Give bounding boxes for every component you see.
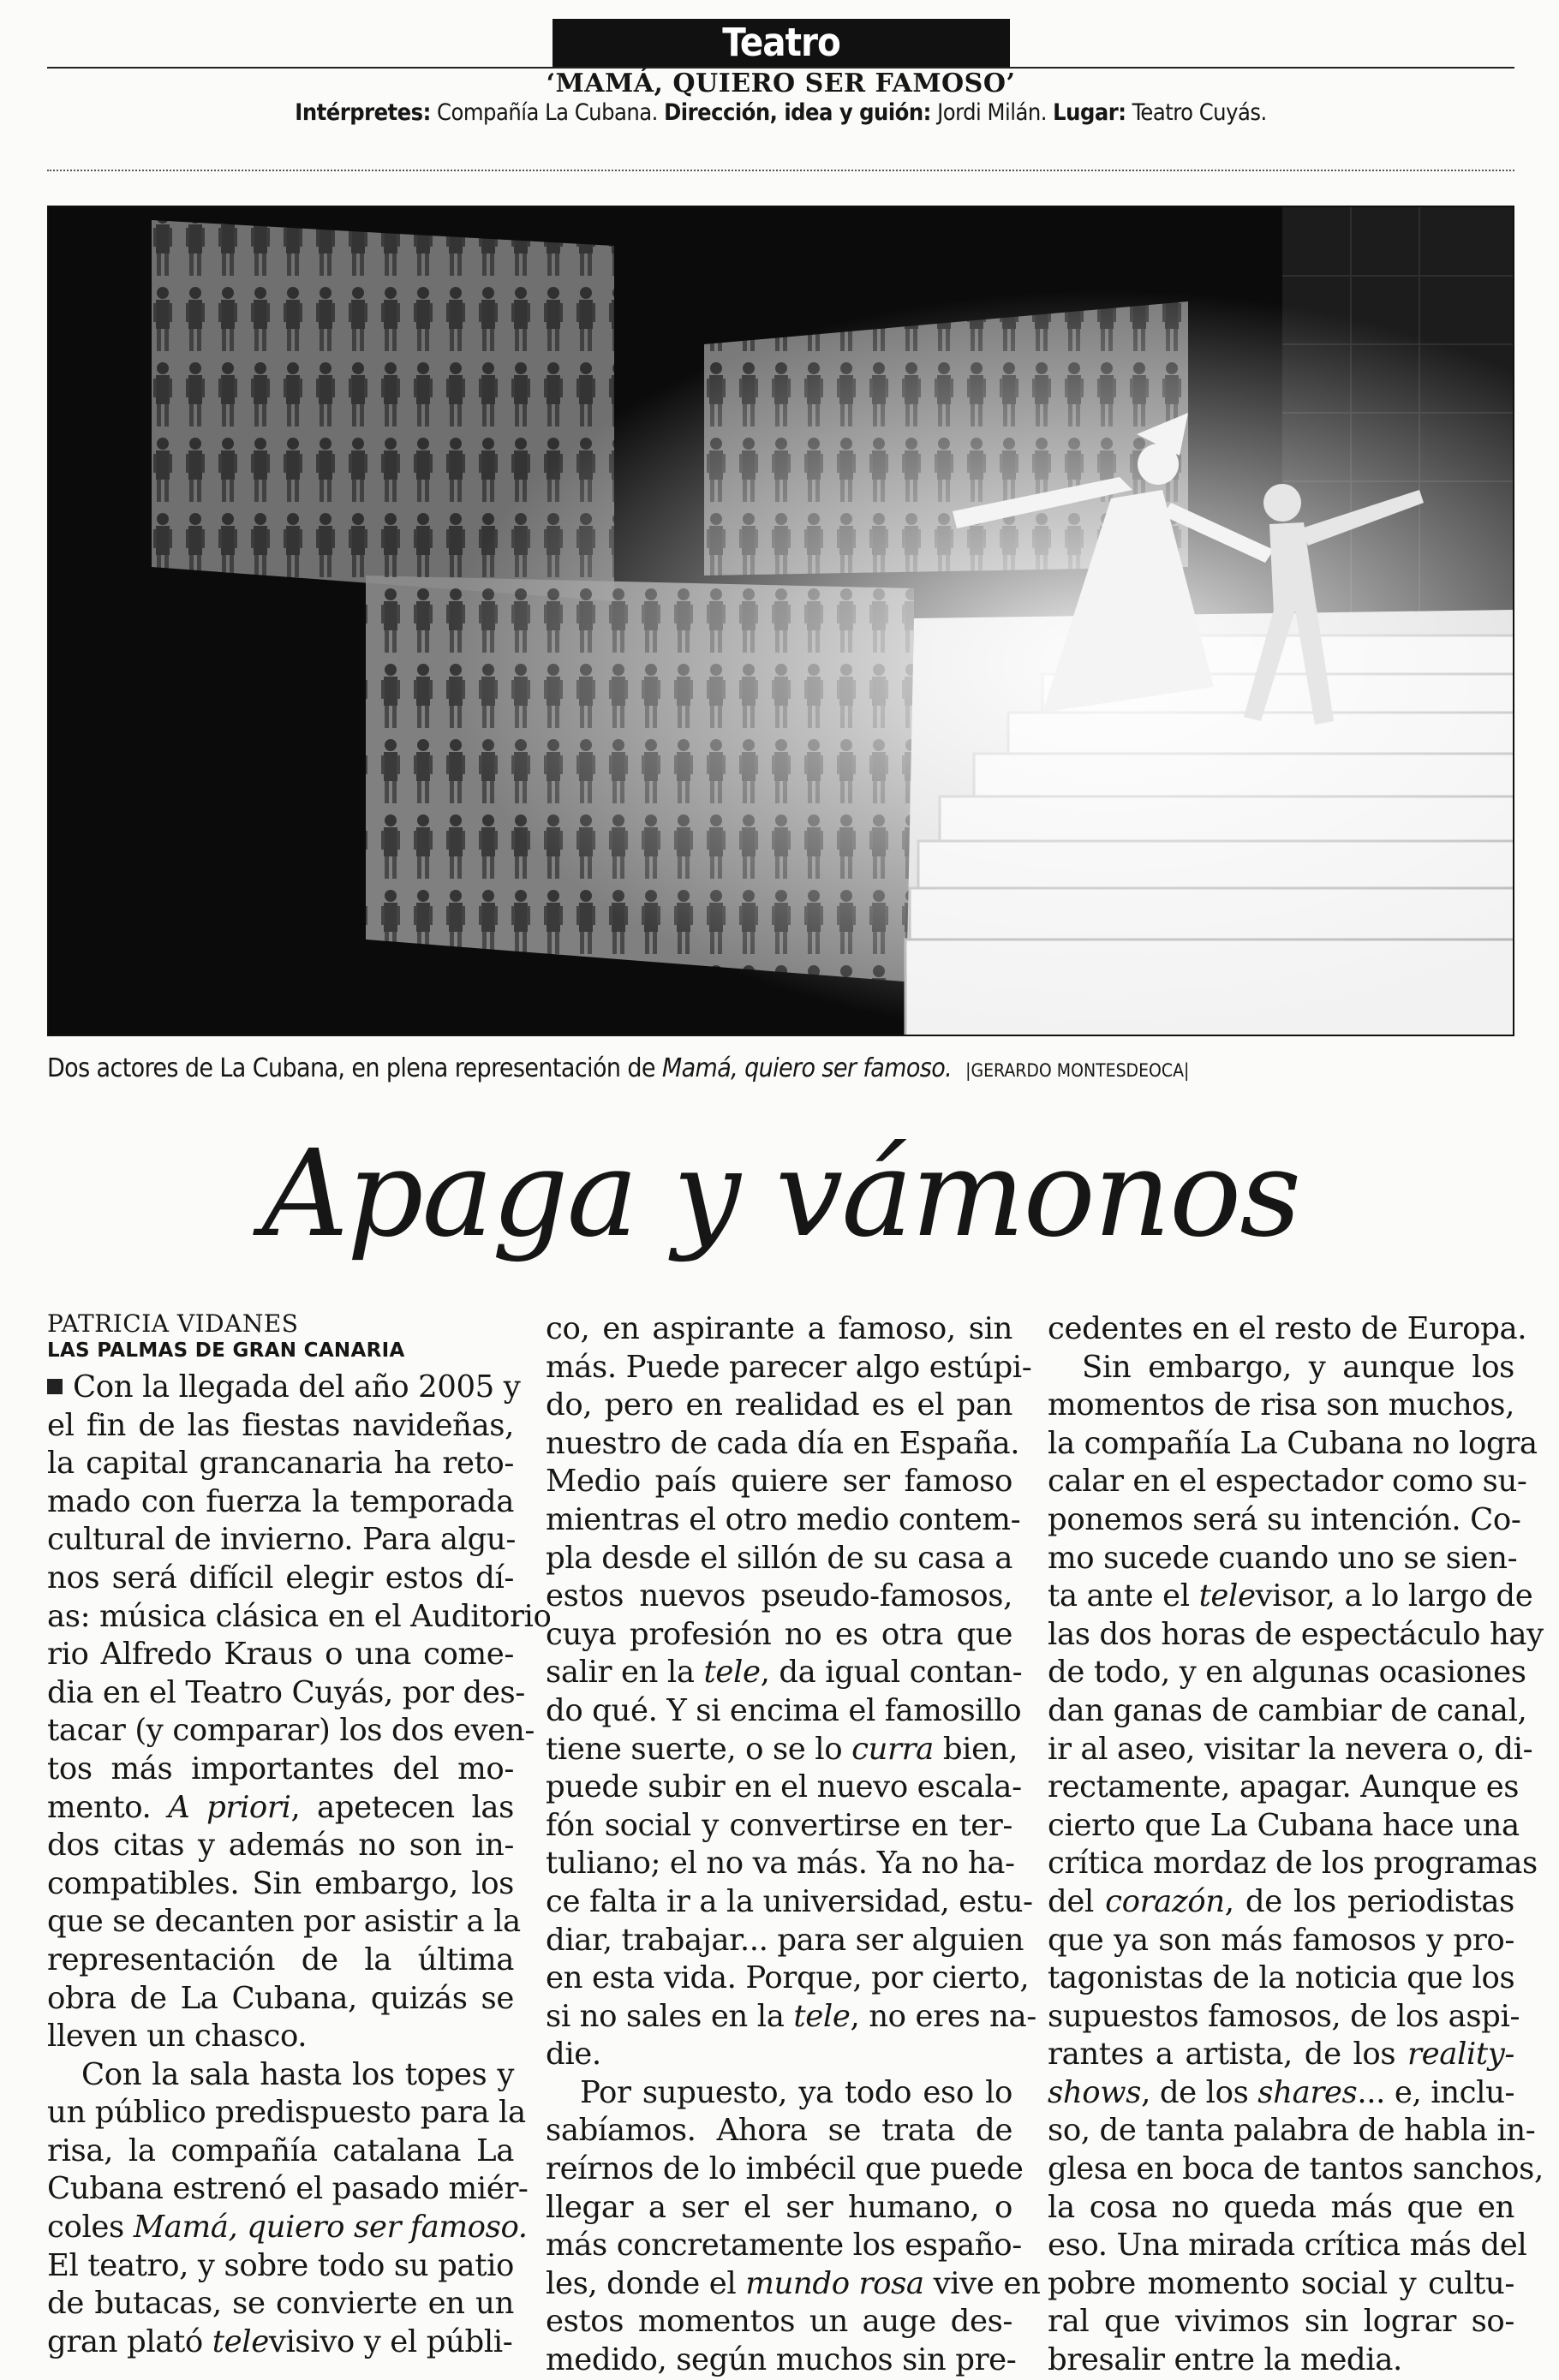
article-line: coles Mamá, quiero ser famoso.: [47, 2210, 528, 2246]
credit-label-lugar: Lugar:: [1053, 99, 1126, 126]
article-line: shows, de los shares... e, inclu-: [1048, 2074, 1515, 2110]
article-line: tuliano; el no va más. Ya no ha-: [546, 1846, 1015, 1882]
article-line: obra de La Cubana, quizás se: [47, 1980, 514, 2016]
article-line: El teatro, y sobre todo su patio: [47, 2247, 514, 2283]
stage-photo: [47, 206, 1514, 1036]
paragraph-2: [47, 2056, 529, 2362]
article-line: la capital grancanaria ha reto-: [47, 1446, 514, 1482]
section-tag: Teatro: [553, 19, 1010, 67]
photo-credit: |GERARDO MONTESDEOCA|: [965, 1060, 1190, 1081]
article-line: puede subir en el nuevo escala-: [546, 1769, 1022, 1805]
credit-value-lugar: Teatro Cuyás.: [1132, 99, 1267, 126]
article-line: ta ante el televisor, a lo largo de: [1048, 1578, 1533, 1614]
article-line: lleven un chasco.: [47, 2019, 308, 2055]
play-credits: [47, 99, 1514, 126]
article-line: Con la llegada del año 2005 y: [47, 1369, 514, 1407]
article-line: Sin embargo, y aunque los: [1082, 1349, 1514, 1385]
article-line: representación de la última: [47, 1942, 514, 1977]
article-line: momentos de risa son muchos,: [1048, 1387, 1514, 1423]
article-line: mo sucede cuando uno se sien-: [1048, 1540, 1518, 1576]
article-line: Por supuesto, ya todo eso lo: [580, 2074, 1012, 2110]
article-line: calar en el espectador como su-: [1048, 1464, 1527, 1500]
byline-author: PATRICIA VIDANES: [47, 1309, 299, 1338]
article-line: nos será difícil elegir estos dí-: [47, 1560, 514, 1596]
caption-work-title: Mamá, quiero ser famoso.: [661, 1053, 953, 1083]
article-line: die.: [546, 2037, 601, 2073]
paragraph-5: [1048, 1310, 1527, 1349]
article-line: dan ganas de cambiar de canal,: [1048, 1692, 1527, 1728]
photo-caption: [47, 1053, 1514, 1083]
credit-label-direccion: Dirección, idea y guión:: [664, 99, 931, 126]
article-line: la compañía La Cubana no logra: [1048, 1425, 1538, 1461]
article-line: Medio país quiere ser famoso: [546, 1464, 1012, 1500]
article-line: crítica mordaz de los programas: [1048, 1846, 1538, 1882]
article-line: nuestro de cada día en España.: [546, 1425, 1020, 1461]
article-column-2: [546, 1310, 1041, 2380]
article-line: as: música clásica en el Auditorio: [47, 1598, 552, 1634]
article-line: supuestos famosos, de los aspi-: [1048, 1998, 1520, 2034]
article-line: eso. Una mirada crítica más del: [1048, 2228, 1527, 2264]
article-line: ir al aseo, visitar la nevera o, di-: [1048, 1731, 1533, 1767]
article-line: dos citas y además no son in-: [47, 1828, 514, 1864]
article-line: rio Alfredo Kraus o una come-: [47, 1637, 514, 1673]
article-line: estos nuevos pseudo-famosos,: [546, 1578, 1012, 1614]
article-line: pobre momento social y cultu-: [1048, 2265, 1514, 2301]
article-line: estos momentos un auge des-: [546, 2304, 1012, 2340]
article-line: de butacas, se convierte en un: [47, 2286, 514, 2322]
credit-value-direccion: Jordi Milán.: [937, 99, 1047, 126]
article-line: tos más importantes del mo-: [47, 1751, 514, 1786]
article-line: rectamente, apagar. Aunque es: [1048, 1769, 1520, 1805]
article-line: de todo, y en algunas ocasiones: [1048, 1655, 1526, 1691]
article-line: co, en aspirante a famoso, sin: [546, 1311, 1012, 1346]
article-line: les, donde el mundo rosa vive en: [546, 2265, 1041, 2301]
article-line: Con la sala hasta los topes y: [81, 2056, 514, 2092]
article-line: un público predispuesto para la: [47, 2095, 526, 2131]
paragraph-3: [546, 1310, 1036, 2074]
header-bottom-rule: [47, 170, 1514, 171]
article-line: bresalir entre la media.: [1048, 2342, 1402, 2378]
article-column-3: [1048, 1310, 1544, 2380]
article-line: cierto que La Cubana hace una: [1048, 1807, 1520, 1843]
article-line: más. Puede parecer algo estúpi-: [546, 1349, 1032, 1385]
article-line: Cubana estrenó el pasado miér-: [47, 2171, 529, 2207]
article-line: pla desde el sillón de su casa a: [546, 1540, 1012, 1576]
article-line: sabíamos. Ahora se trata de: [546, 2113, 1012, 2149]
caption-text: Dos actores de La Cubana, en plena representación de: [47, 1053, 655, 1083]
paragraph-6: [1048, 1349, 1544, 2380]
article-line: rantes a artista, de los reality-: [1048, 2037, 1514, 2073]
stage-photo-illustration: [49, 207, 1514, 1036]
article-line: ral que vivimos sin lograr so-: [1048, 2304, 1514, 2340]
article-line: tacar (y comparar) los dos even-: [47, 1713, 535, 1749]
article-line: so, de tanta palabra de habla in-: [1048, 2113, 1536, 2149]
article-line: medido, según muchos sin pre-: [546, 2342, 1017, 2378]
article-line: reírnos de lo imbécil que puede: [546, 2151, 1024, 2187]
article-line: llegar a ser el ser humano, o: [546, 2189, 1012, 2225]
article-line: ponemos será su intención. Co-: [1048, 1501, 1521, 1537]
article-line: en esta vida. Porque, por cierto,: [546, 1960, 1030, 1996]
article-line: la cosa no queda más que en: [1048, 2189, 1514, 2225]
article-line: cultural de invierno. Para algu-: [47, 1522, 516, 1558]
byline-place: LAS PALMAS DE GRAN CANARIA: [47, 1339, 405, 1362]
article-line: el fin de las fiestas navideñas,: [47, 1407, 514, 1443]
article-line: tiene suerte, o se lo curra bien,: [546, 1731, 1018, 1767]
headline: Apaga y vámonos: [261, 1124, 1300, 1264]
article-line: que se decanten por asistir a la: [47, 1904, 521, 1940]
paragraph-bullet: [47, 1379, 63, 1394]
play-title: ‘MAMÁ, QUIERO SER FAMOSO’: [546, 69, 1016, 98]
article-line: do, pero en realidad es el pan: [546, 1387, 1012, 1423]
article-line: si no sales en la tele, no eres na-: [546, 1998, 1036, 2034]
article-line: risa, la compañía catalana La: [47, 2132, 514, 2168]
article-line: diar, trabajar... para ser alguien: [546, 1922, 1024, 1958]
article-line: que ya son más famosos y pro-: [1048, 1922, 1514, 1958]
article-line: glesa en boca de tantos sanchos,: [1048, 2151, 1544, 2187]
article-line: más concretamente los españo-: [546, 2228, 1022, 2264]
article-line: del corazón, de los periodistas: [1048, 1883, 1514, 1919]
article-line: las dos horas de espectáculo hay: [1048, 1616, 1544, 1652]
article-line: do qué. Y si encima el famosillo: [546, 1692, 1022, 1728]
paragraph-4: [546, 2074, 1041, 2380]
article-line: cuya profesión no es otra que: [546, 1616, 1012, 1652]
credit-label-interpretes: Intérpretes:: [295, 99, 431, 126]
article-line: salir en la tele, da igual contan-: [546, 1655, 1023, 1691]
article-line: fón social y convertirse en ter-: [546, 1807, 1012, 1843]
article-line: compatibles. Sin embargo, los: [47, 1865, 514, 1901]
article-line: gran plató televisivo y el públi-: [47, 2323, 513, 2359]
article-line: ce falta ir a la universidad, estu-: [546, 1883, 1033, 1919]
article-line: mado con fuerza la temporada: [47, 1483, 514, 1519]
credit-value-interpretes: Compañía La Cubana.: [437, 99, 658, 126]
article-line: tagonistas de la noticia que los: [1048, 1960, 1515, 1996]
article-line: mento. A priori, apetecen las: [47, 1789, 514, 1825]
article-line: cedentes en el resto de Europa.: [1048, 1311, 1527, 1346]
paragraph-1: [47, 1369, 552, 2056]
article-column-1: [47, 1309, 552, 2361]
article-line: mientras el otro medio contem-: [546, 1501, 1021, 1537]
article-line: dia en el Teatro Cuyás, por des-: [47, 1674, 525, 1710]
